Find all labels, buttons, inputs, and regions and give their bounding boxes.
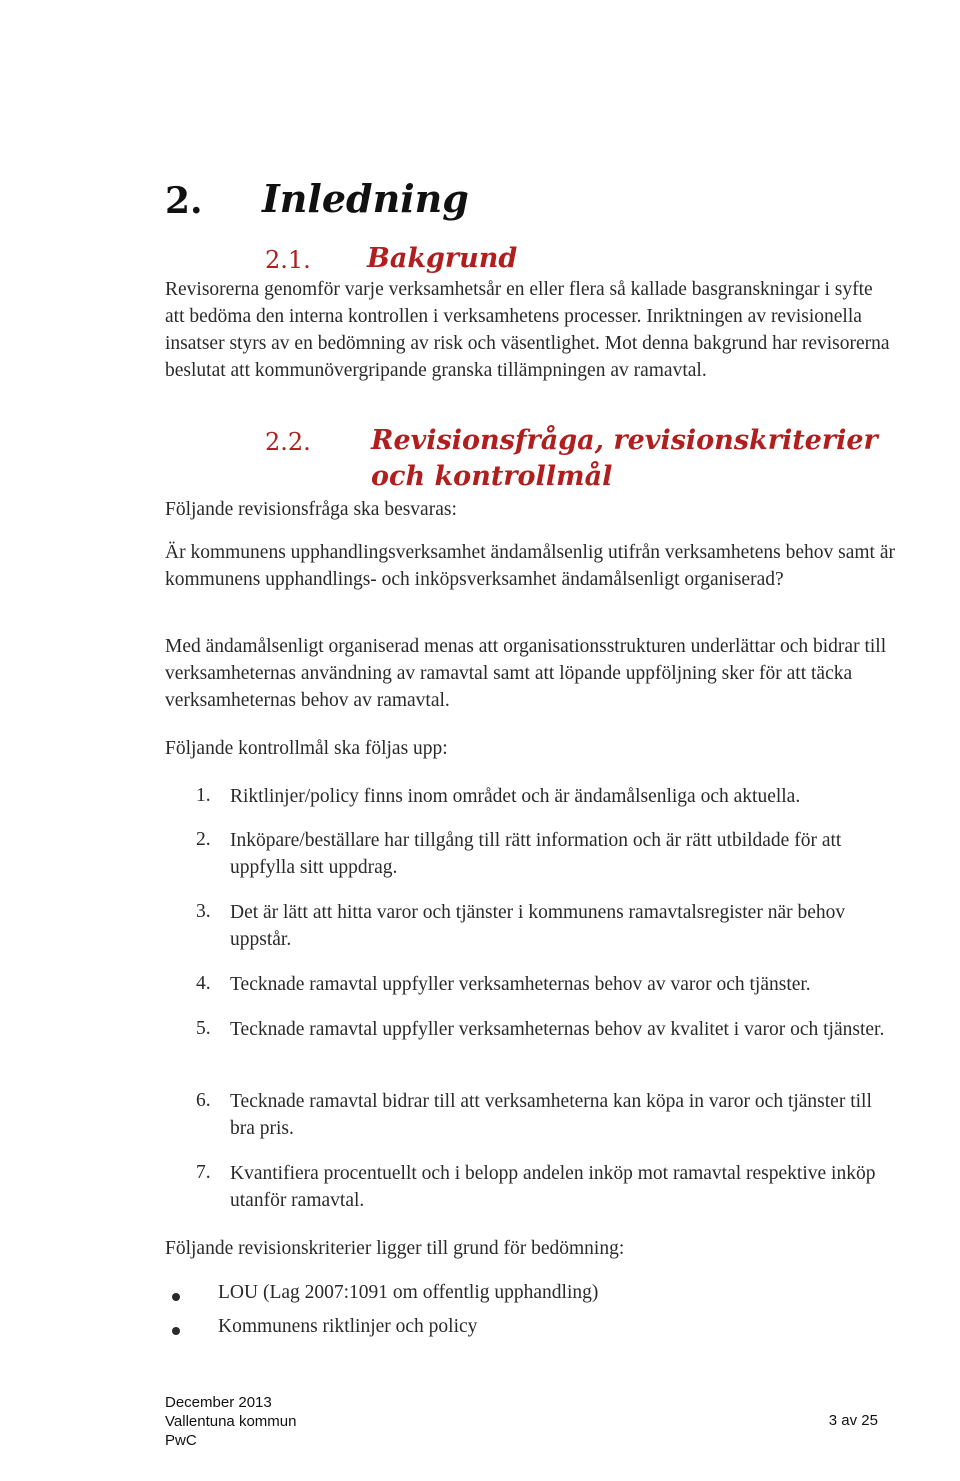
subsection-title: Bakgrund	[367, 243, 518, 274]
list-item-number: 1.	[196, 785, 211, 806]
list-item-number: 7.	[196, 1162, 211, 1183]
list-item-number: 5.	[196, 1018, 211, 1039]
footer-company: PwC	[165, 1432, 197, 1449]
subsection-number: 2.1.	[265, 246, 311, 274]
page-number: 3 av 25	[828, 1412, 878, 1429]
footer	[165, 1393, 296, 1450]
list-item-number: 3.	[196, 901, 211, 922]
list-item: Tecknade ramavtal uppfyller verksamheternas behov av varor och tjänster.	[230, 974, 811, 995]
criteria-item: LOU (Lag 2007:1091 om offentlig upphandling)	[218, 1282, 599, 1303]
list-item: Inköpare/beställare har tillgång till rätt information och är rätt utbildade för att uppfylla sitt uppdrag.	[230, 830, 842, 878]
subsection-number: 2.2.	[265, 428, 311, 456]
bullet-icon	[172, 1327, 180, 1335]
question-intro: Följande revisionsfråga ska besvaras:	[165, 499, 457, 520]
list-item: Det är lätt att hitta varor och tjänster i kommunens ramavtalsregister när behov uppstår.	[230, 902, 846, 950]
criteria-item: Kommunens riktlinjer och policy	[218, 1316, 478, 1337]
list-item-number: 2.	[196, 829, 211, 850]
section-title: Inledning	[262, 176, 469, 221]
list-item-number: 6.	[196, 1090, 211, 1111]
list-item-number: 4.	[196, 973, 211, 994]
subsection-title: Revisionsfråga, revisionskriterier	[371, 425, 878, 456]
list-item: Tecknade ramavtal bidrar till att verksamheterna kan köpa in varor och tjänster till bra pris.	[230, 1091, 872, 1139]
criteria-intro: Följande revisionskriterier ligger till grund för bedömning:	[165, 1238, 625, 1259]
subsection-title-line2: och kontrollmål	[371, 461, 613, 492]
section-number: 2.	[165, 180, 203, 222]
background-paragraph: Revisorerna genomför varje verksamhetsår en eller flera så kallade basgranskningar i syfte att bedöma den interna kontrollen i verksamhetens processer. Inriktningen av revisionella insatser styrs av en bedömning av risk och väsentlighet. Mot denna bakgrund har revisorerna beslutat att kommunövergripande granska tillämpningen av ramavtal.	[165, 279, 890, 381]
list-item: Kvantifiera procentuellt och i belopp andelen inköp mot ramavtal respektive inköp utanför ramavtal.	[230, 1163, 876, 1211]
bullet-icon	[172, 1293, 180, 1301]
footer-date: December 2013	[165, 1394, 272, 1411]
list-item: Riktlinjer/policy finns inom området och är ändamålsenliga och aktuella.	[230, 786, 801, 807]
goals-intro: Följande kontrollmål ska följas upp:	[165, 738, 448, 759]
explanation-paragraph: Med ändamålsenligt organiserad menas att organisationsstrukturen underlättar och bidrar till verksamheternas användning av ramavtal samt att löpande uppföljning sker för att täcka verksamheternas behov av ramavtal.	[165, 636, 887, 711]
footer-organization: Vallentuna kommun	[165, 1413, 297, 1430]
list-item: Tecknade ramavtal uppfyller verksamheternas behov av kvalitet i varor och tjänster.	[230, 1019, 885, 1040]
revision-question: Är kommunens upphandlingsverksamhet ändamålsenlig utifrån verksamhetens behov samt är kommunens upphandlings- och inköpsverksamhet ändamålsenligt organiserad?	[165, 542, 895, 590]
